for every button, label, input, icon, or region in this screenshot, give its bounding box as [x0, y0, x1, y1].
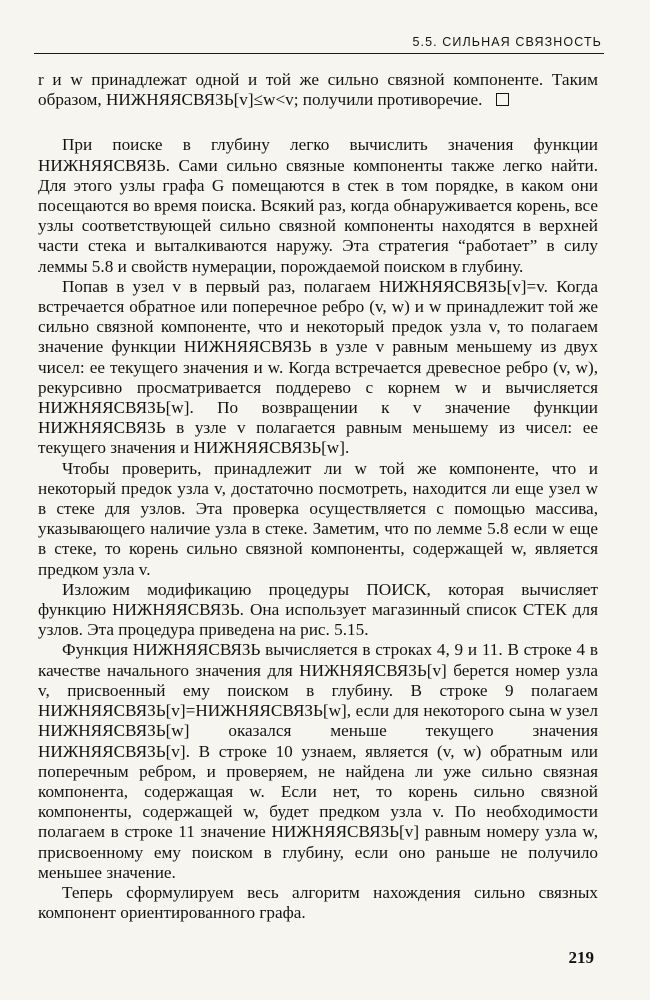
body-text [38, 70, 598, 923]
page-number: 219 [568, 948, 594, 967]
running-head [34, 34, 604, 54]
paragraph: Чтобы проверить, принадлежит ли w той же компоненте, что и некоторый предок узла v, достаточно посмотреть, находится ли еще узел w в стеке для узлов. Эта проверка осуществляется с помощью массива, указывающего наличие узла в стеке. Заметим, что по лемме 5.8 если w еще в стеке, то корень сильно связной компоненты, содержащей w, является предком узла v. [38, 458, 598, 579]
paragraph: Попав в узел v в первый раз, полагаем НИЖНЯЯСВЯЗЬ[v]=v. Когда встречается обратное или поперечное ребро (v, w) и w принадлежит той же сильно связной компоненте, что и некоторый предок узла v, то полагаем значение функции НИЖНЯЯСВЯЗЬ в узле v равным меньшему из двух чисел: ее текущего значения и w. Когда встречается древесное ребро (v, w), рекурсивно просматривается поддерево с корнем w и вычисляется НИЖНЯЯСВЯЗЬ[w]. По возвращении к v значение функции НИЖНЯЯСВЯЗЬ в узле v полагается равным меньшему из чисел: ее текущего значения и НИЖНЯЯСВЯЗЬ[w]. [38, 276, 598, 458]
qed-square-icon [496, 93, 509, 106]
paragraph: Теперь сформулируем весь алгоритм нахождения сильно связных компонент ориентированного графа. [38, 882, 598, 923]
paragraph: При поиске в глубину легко вычислить значения функции НИЖНЯЯСВЯЗЬ. Сами сильно связные компоненты также легко найти. Для этого узлы графа G помещаются в стек в том порядке, в каком они посещаются во время поиска. Всякий раз, когда обнаруживается корень, все узлы соответствующей сильно связной компоненты находятся в верхней части стека и выталкиваются наружу. Эта стратегия “работает” в силу леммы 5.8 и свойств нумерации, порождаемой поиском в глубину. [38, 135, 598, 276]
paragraph-text: r и w принадлежат одной и той же сильно связной компоненте. Таким образом, НИЖНЯЯСВЯЗЬ[v]≤w<v; получили противоречие. [38, 70, 598, 110]
running-title: 5.5. СИЛЬНАЯ СВЯЗНОСТЬ [412, 35, 602, 49]
paragraph-proof-end [38, 70, 598, 110]
paragraph: Функция НИЖНЯЯСВЯЗЬ вычисляется в строках 4, 9 и 11. В строке 4 в качестве начального значения для НИЖНЯЯСВЯЗЬ[v] берется номер узла v, присвоенный ему поиском в глубину. В строке 9 полагаем НИЖНЯЯСВЯЗЬ[v]=НИЖНЯЯСВЯЗЬ[w], если для некоторого сына w узел НИЖНЯЯСВЯЗЬ[w] оказался меньше текущего значения НИЖНЯЯСВЯЗЬ[v]. В строке 10 узнаем, является (v, w) обратным или поперечным ребром, и проверяем, не найдена ли уже сильно связная компонента, содержащая w. Если нет, то корень сильно связной компоненты, содержащей w, будет предком узла v. По необходимости полагаем в строке 11 значение НИЖНЯЯСВЯЗЬ[v] равным номеру узла w, присвоенному ему поиском в глубину, если оно раньше не получило меньшее значение. [38, 640, 598, 882]
paragraph: Изложим модификацию процедуры ПОИСК, которая вычисляет функцию НИЖНЯЯСВЯЗЬ. Она использует магазинный список СТЕК для узлов. Эта процедура приведена на рис. 5.15. [38, 579, 598, 640]
